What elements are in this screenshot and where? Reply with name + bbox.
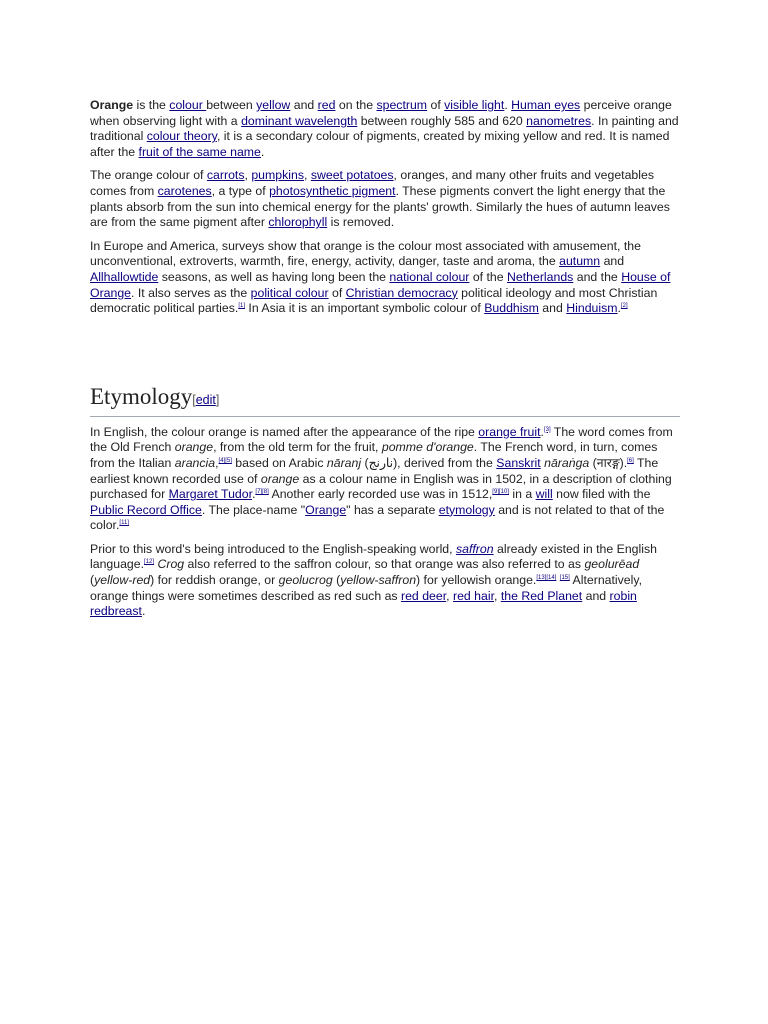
- wiki-link[interactable]: Human eyes: [511, 98, 581, 112]
- wiki-link[interactable]: nanometres: [526, 113, 592, 128]
- citation-link[interactable]: [11]: [119, 520, 129, 527]
- text-run: , a type of: [211, 183, 270, 198]
- citation-link[interactable]: [1]: [238, 303, 245, 310]
- citation-link[interactable]: [13][14]: [536, 574, 557, 581]
- citation-link[interactable]: [15]: [559, 574, 570, 581]
- text-run: orange: [174, 440, 214, 455]
- text-run: , from the old term for the fruit,: [213, 440, 382, 455]
- wiki-link[interactable]: autumn: [559, 254, 601, 269]
- edit-section: [192, 393, 219, 407]
- citation-link[interactable]: [7][8]: [255, 489, 269, 495]
- intro-paragraph-3: [90, 239, 680, 317]
- text-run: and is not related to that of the color.: [90, 502, 665, 533]
- citation-link[interactable]: [12]: [144, 559, 155, 566]
- text-run: . The French word, in turn, comes from the Italian: [90, 440, 658, 470]
- wiki-link[interactable]: the Red Planet: [500, 588, 583, 603]
- citation-link[interactable]: [4][5]: [218, 457, 232, 464]
- wiki-link[interactable]: colour: [169, 98, 207, 112]
- text-run: geolurēad: [584, 557, 640, 572]
- text-run: is removed.: [327, 215, 395, 230]
- wiki-link[interactable]: yellow: [256, 98, 291, 112]
- etymology-paragraph-1: [90, 425, 680, 534]
- text-run: perceive orange when observing light with a: [90, 98, 672, 128]
- edit-bracket-close: ]: [215, 392, 220, 407]
- wiki-link[interactable]: red deer: [401, 588, 447, 603]
- text-run: as a colour name in English was in 1502, in a description of clothing purchased for: [90, 471, 672, 502]
- text-run: is the: [133, 98, 170, 112]
- text-run: in a: [508, 487, 536, 502]
- text-run: and: [290, 98, 318, 112]
- wiki-link[interactable]: visible light: [444, 98, 505, 112]
- wiki-link[interactable]: saffron: [455, 541, 494, 556]
- wiki-link[interactable]: spectrum: [376, 98, 428, 112]
- wiki-link[interactable]: Sanskrit: [496, 455, 541, 470]
- text-run: ,: [244, 168, 252, 183]
- text-run: nāranj: [326, 455, 362, 470]
- text-run: , oranges, and many other fruits and vegetables comes from: [90, 168, 654, 198]
- text-run: of: [328, 285, 346, 300]
- text-run: between: [206, 98, 257, 112]
- text-run: . It also serves as the: [131, 285, 251, 300]
- bold-text: Orange: [90, 98, 134, 112]
- wiki-link[interactable]: etymology: [438, 502, 495, 517]
- edit-bracket-open: [: [192, 392, 196, 407]
- text-run: (نارنج), derived from the: [361, 455, 497, 470]
- wiki-link[interactable]: Allhallowtide: [90, 269, 159, 284]
- text-run: and the: [573, 269, 622, 284]
- text-run: Prior to this word's being introduced to the English-speaking world,: [90, 541, 456, 556]
- text-run: In Europe and America, surveys show that orange is the colour most associated with amusement, the unconventional, extroverts, warmth, fire, energy, activity, danger, taste and aroma, the: [90, 238, 641, 269]
- text-run: of the: [469, 269, 508, 284]
- wiki-link[interactable]: Orange: [305, 502, 347, 517]
- citation-link[interactable]: [3]: [543, 426, 551, 433]
- text-run: political ideology and most Christian democratic political parties.: [90, 285, 658, 316]
- text-run: based on Arabic: [231, 455, 327, 470]
- text-run: ) for yellowish orange.: [416, 573, 537, 588]
- text-run: ,: [493, 588, 501, 603]
- text-run: The earliest known recorded use of: [90, 455, 659, 486]
- text-run: . These pigments convert the light energy that the plants absorb from the sun into chemical energy for the plants' growth. Similarly the hues of autumn leaves are from the same pigment after: [90, 183, 670, 230]
- wiki-link[interactable]: dominant wavelength: [241, 113, 358, 128]
- text-run: Alternatively, orange things were sometimes described as red such as: [90, 573, 643, 603]
- citation-link[interactable]: [9][10]: [492, 489, 509, 495]
- wiki-link[interactable]: photosynthetic pigment: [269, 183, 396, 198]
- text-run: The word comes from the Old French: [90, 424, 673, 455]
- wiki-link[interactable]: Public Record Office: [90, 502, 202, 517]
- text-run: In Asia it is an important symbolic colour of: [244, 301, 485, 316]
- text-run: In English, the colour orange is named after the appearance of the ripe: [90, 424, 479, 439]
- citation-link[interactable]: [6]: [627, 457, 634, 464]
- wiki-link[interactable]: House of Orange: [90, 269, 671, 300]
- text-run: and: [600, 254, 625, 269]
- text-run: geolucrog: [278, 573, 333, 588]
- wiki-link[interactable]: colour theory: [146, 129, 217, 144]
- etymology-heading: [90, 383, 680, 417]
- text-run: .: [260, 144, 265, 159]
- text-run: and: [538, 301, 567, 316]
- wiki-link[interactable]: carotenes: [157, 183, 212, 198]
- text-run: yellow-saffron: [340, 573, 417, 588]
- article-content: [90, 98, 680, 628]
- wiki-link[interactable]: red hair: [452, 588, 494, 603]
- wiki-link[interactable]: will: [535, 487, 553, 502]
- text-run: ,: [215, 455, 219, 470]
- text-run: " has a separate: [346, 502, 439, 517]
- wiki-link[interactable]: pumpkins: [251, 168, 304, 183]
- wiki-link[interactable]: robin redbreast: [90, 588, 637, 619]
- wiki-link[interactable]: sweet potatoes: [310, 168, 394, 183]
- wiki-link[interactable]: orange fruit: [478, 424, 541, 439]
- text-run: of: [427, 98, 445, 112]
- text-run: , it is a secondary colour of pigments, created by mixing yellow and red. It is named after the: [90, 129, 670, 159]
- text-run: between roughly 585 and 620: [357, 113, 527, 128]
- text-run: .: [540, 424, 544, 439]
- text-run: .: [252, 487, 256, 502]
- wiki-link[interactable]: Margaret Tudor: [168, 487, 252, 502]
- citation-link[interactable]: [2]: [620, 303, 628, 310]
- wiki-link[interactable]: red: [317, 98, 336, 112]
- text-run: .: [141, 604, 146, 619]
- text-run: orange: [260, 471, 300, 486]
- text-run: nāraṅga: [544, 455, 590, 470]
- text-run: . In painting and traditional: [90, 113, 679, 144]
- text-run: already existed in the English language.: [90, 541, 657, 572]
- text-run: Crog: [157, 557, 185, 572]
- text-run: now filed with the: [552, 487, 651, 502]
- text-run: The orange colour of: [90, 168, 207, 183]
- section-spacer: [90, 325, 680, 383]
- text-run: arancia: [174, 455, 216, 470]
- wiki-link[interactable]: chlorophyll: [268, 215, 328, 230]
- text-run: .: [617, 301, 621, 316]
- text-run: (: [332, 573, 341, 588]
- text-run: Another early recorded use was in 1512,: [268, 487, 493, 502]
- intro-paragraph-1: [90, 98, 680, 160]
- wiki-link[interactable]: Buddhism: [484, 301, 539, 316]
- text-run: also referred to the saffron colour, so that orange was also referred to as: [184, 557, 585, 572]
- text-run: . The place-name ": [201, 502, 306, 517]
- text-run: pomme d'orange: [381, 440, 474, 455]
- wiki-link[interactable]: Netherlands: [507, 269, 574, 284]
- wiki-link[interactable]: carrots: [206, 168, 245, 183]
- text-run: and: [582, 588, 610, 603]
- wiki-link[interactable]: Christian democracy: [345, 285, 458, 300]
- text-run: yellow-red: [94, 573, 151, 588]
- wiki-link[interactable]: Hinduism: [566, 301, 618, 316]
- text-run: ,: [303, 168, 311, 183]
- wiki-link[interactable]: political colour: [250, 285, 329, 300]
- text-run: .: [504, 98, 512, 112]
- text-run: (नारङ्ग).: [589, 455, 628, 470]
- etymology-title: Etymology: [90, 383, 193, 409]
- text-run: ,: [446, 588, 453, 603]
- wiki-link[interactable]: fruit of the same name: [138, 144, 261, 159]
- text-run: ) for reddish orange, or: [150, 573, 279, 588]
- text-run: (: [90, 573, 95, 588]
- wiki-link[interactable]: national colour: [389, 269, 470, 284]
- intro-paragraph-2: [90, 168, 680, 230]
- text-run: seasons, as well as having long been the: [158, 269, 390, 284]
- edit-link[interactable]: edit: [195, 392, 216, 407]
- text-run: on the: [335, 98, 377, 112]
- etymology-paragraph-2: [90, 542, 680, 620]
